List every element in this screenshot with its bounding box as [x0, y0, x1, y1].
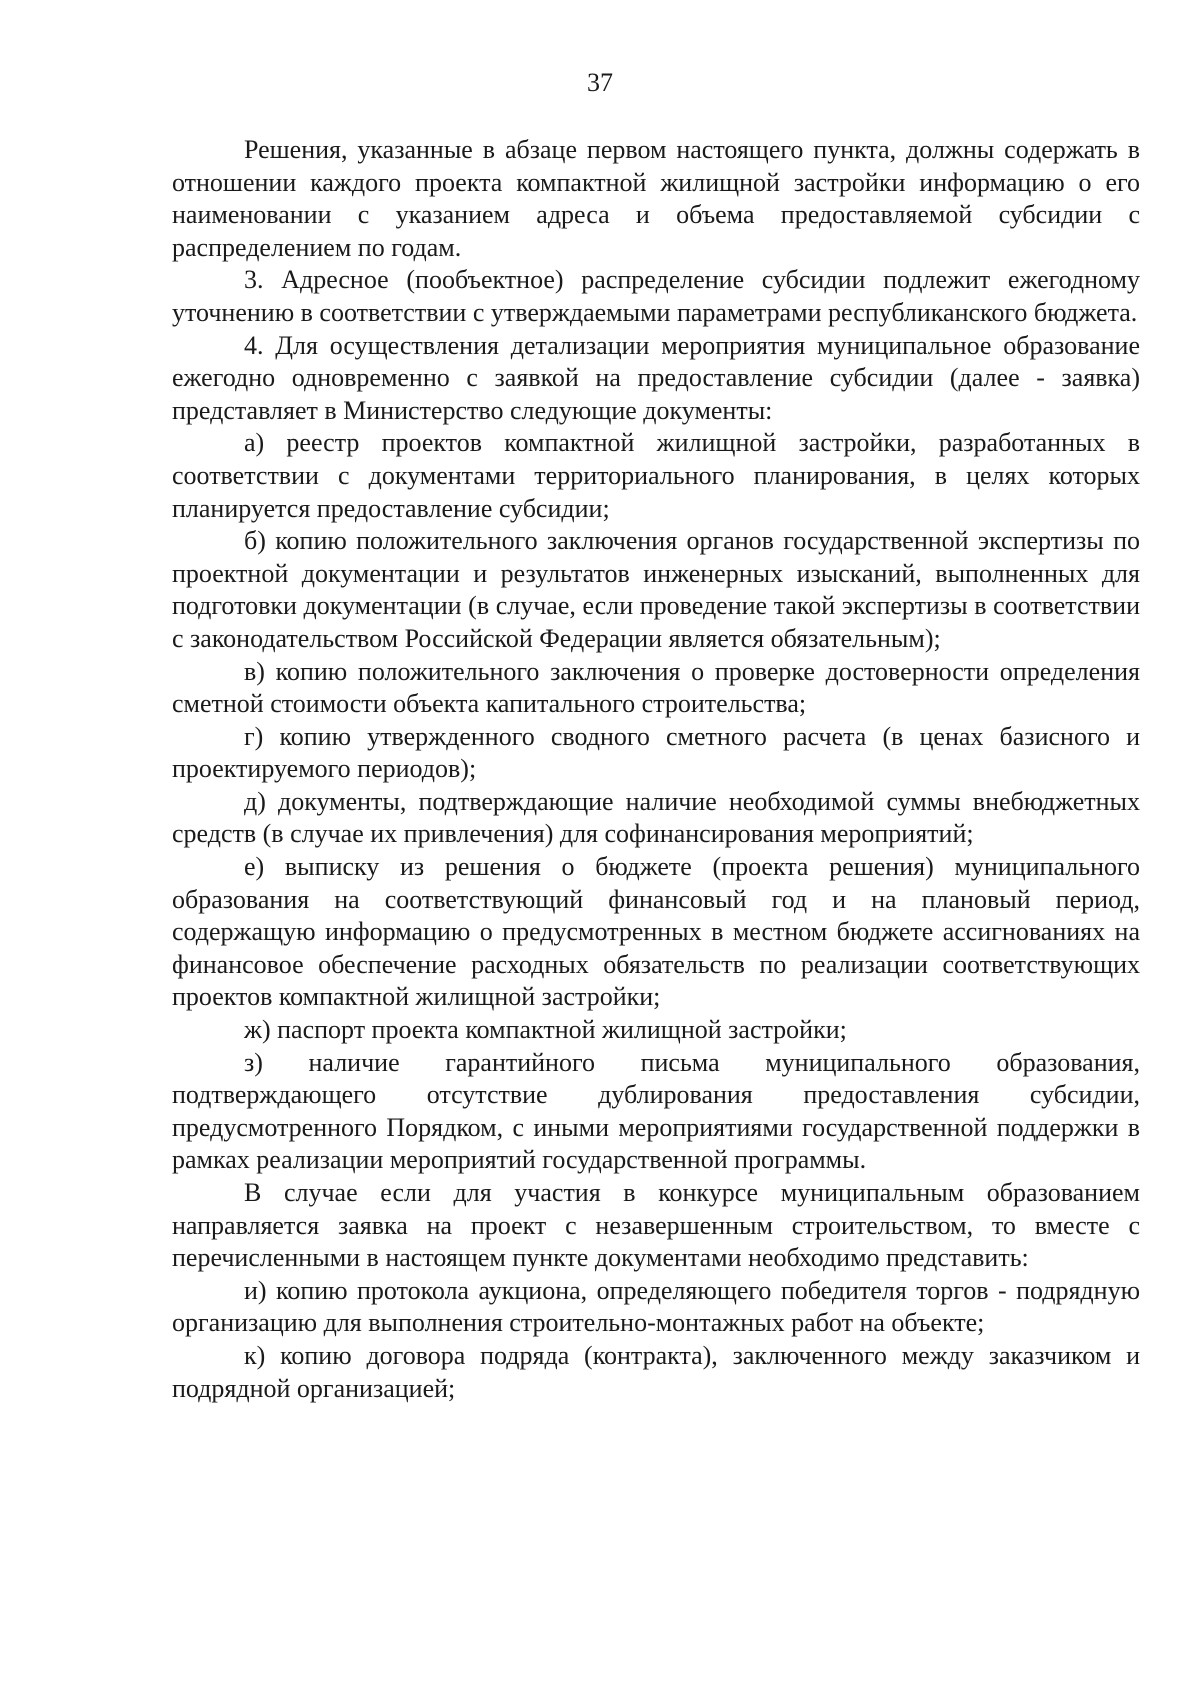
paragraph-decisions-content: Решения, указанные в абзаце первом настоящего пункта, должны содержать в отношении каждого проекта компактной жилищной застройки информацию о его наименовании с указанием адреса и объема предоставляемой субсидии с распределением по годам.: [172, 135, 1140, 262]
list-item-e: е) выписку из решения о бюджете (проекта решения) муниципального образования на соответствующий финансовый год и на плановый период, содержащую информацию о предусмотренных в местном бюджете ассигнованиях на финансовое обеспечение расходных обязательств по реализации соответствующих проектов компактной жилищной застройки;: [172, 852, 1140, 1012]
list-item-z: з) наличие гарантийного письма муниципального образования, подтверждающего отсутствие дублирования предоставления субсидии, предусмотренного Порядком, с иными мероприятиями государственной поддержки в рамках реализации мероприятий государственной программы.: [172, 1047, 1140, 1175]
page-number: 37: [587, 68, 613, 97]
list-item-v: в) копию положительного заключения о проверке достоверности определения сметной стоимости объекта капитального строительства;: [172, 656, 1140, 719]
paragraph-item-4: 4. Для осуществления детализации мероприятия муниципальное образование ежегодно одновременно с заявкой на предоставление субсидии (далее - заявка) представляет в Министерство следующие документы:: [172, 330, 1140, 425]
list-item-d: д) документы, подтверждающие наличие необходимой суммы внебюджетных средств (в случае их привлечения) для софинансирования мероприятий;: [172, 786, 1140, 849]
list-item-k: к) копию договора подряда (контракта), заключенного между заказчиком и подрядной организацией;: [172, 1340, 1140, 1403]
document-body: [172, 134, 1140, 1405]
paragraph-item-3: 3. Адресное (пообъектное) распределение субсидии подлежит ежегодному уточнению в соответствии с утверждаемыми параметрами республиканского бюджета.: [172, 265, 1140, 327]
list-item-b: б) копию положительного заключения органов государственной экспертизы по проектной документации и результатов инженерных изысканий, выполненных для подготовки документации (в случае, если проведение такой экспертизы в соответствии с законодательством Российской Федерации является обязательным);: [172, 526, 1140, 653]
paragraph-unfinished-construction: В случае если для участия в конкурсе муниципальным образованием направляется заявка на проект с незавершенным строительством, то вместе с перечисленными в настоящем пункте документами необходимо представить:: [172, 1178, 1140, 1273]
list-item-a: а) реестр проектов компактной жилищной застройки, разработанных в соответствии с документами территориального планирования, в целях которых планируется предоставление субсидии;: [172, 428, 1140, 523]
list-item-g: г) копию утвержденного сводного сметного расчета (в ценах базисного и проектируемого периодов);: [172, 721, 1140, 784]
list-item-i: и) копию протокола аукциона, определяющего победителя торгов - подрядную организацию для выполнения строительно-монтажных работ на объекте;: [172, 1275, 1140, 1338]
list-item-zh: ж) паспорт проекта компактной жилищной застройки;: [244, 1015, 847, 1045]
